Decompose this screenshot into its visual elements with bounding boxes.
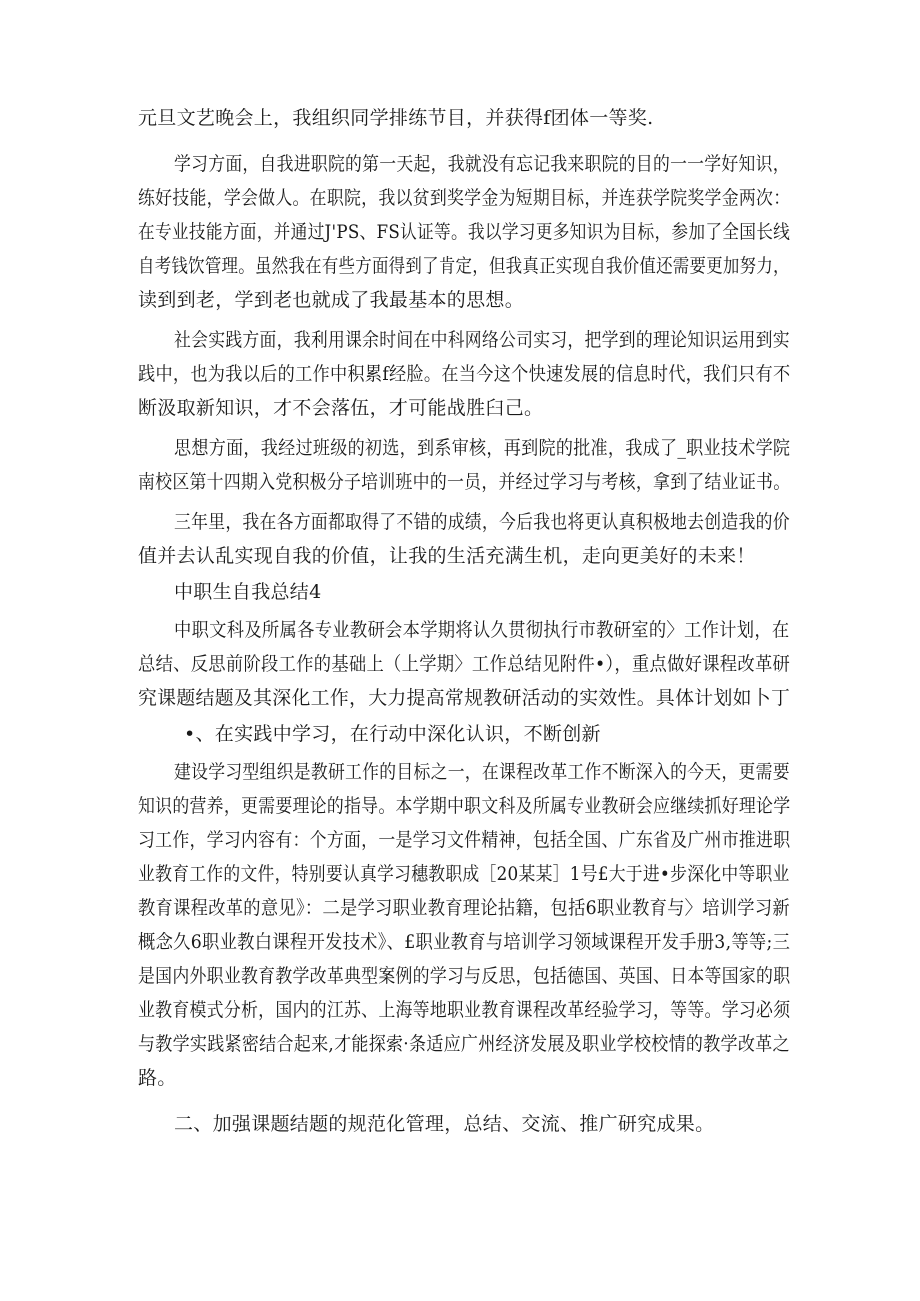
text-line: 自考钱饮管理。虽然我在有些方面得到了肯定，但我真正实现自我价值还需要更加努力， xyxy=(138,255,790,277)
text-line: 教育课程改革的意见》：二是学习职业教育理论拈籍，包括6职业教育与〉培训学习新 xyxy=(138,897,790,919)
text-line: 元旦文艺晚会上，我组织同学排练节目，并获得f团体一等奖. xyxy=(138,107,654,129)
text-line: 知识的营养，更需要理论的指导。本学期中职文科及所属专业教研会应继续抓好理论学 xyxy=(138,795,791,817)
text-line: 总结、反思前阶段工作的基础上（上学期〉工作总结见附件•），重点做好课程改革研 xyxy=(138,653,791,675)
text-line: 社会实践方面，我利用课余时间在中科网络公司实习，把学到的理论知识运用到实 xyxy=(174,329,790,351)
text-line: 练好技能，学会做人。在职院，我以贫到奖学金为短期目标，并连获学院奖学金两次： xyxy=(138,187,791,209)
list-heading: •、在实践中学习，在行动中深化认识，不断创新 xyxy=(184,723,601,745)
text-line: 三年里，我在各方面都取得了不错的成绩，今后我也将更认真积极地去创造我的价 xyxy=(174,511,790,533)
text-line: 业教育工作的文件，特别要认真学习穗教职成［20某某］1号£大于进•步深化中等职业 xyxy=(138,863,790,885)
section-heading: 二、加强课题结题的规范化管理，总结、交流、推广研究成果。 xyxy=(174,1113,715,1135)
text-line: 路。 xyxy=(138,1067,177,1089)
text-line: 业教育模式分析，国内的江苏、上海等地职业教育课程改革经验学习，等等。学习必须 xyxy=(138,999,791,1021)
text-line: 值并去认乱实现自我的价值，让我的生活充满生机，走向更美好的未来！ xyxy=(138,545,756,567)
text-line: 读到到老，学到老也就成了我最基本的思想。 xyxy=(138,289,525,311)
text-line: 建设学习型组织是教研工作的目标之一，在课程改革工作不断深入的今天，更需要 xyxy=(174,761,790,783)
text-line: 学习方面，自我进职院的第一天起，我就没有忘记我来职院的目的一一学好知识， xyxy=(174,153,790,175)
text-line: 概念久6职业教白课程开发技术》、£职业教育与培训学习领域课程开发手册3,等等;三 xyxy=(138,931,791,953)
text-line: 习工作，学习内容有：个方面，一是学习文件精神，包括全国、广东省及广州市推进职 xyxy=(138,829,791,851)
text-line: 断汲取新知识，才不会落伍，才可能战胜臼己。 xyxy=(138,397,544,419)
text-line: 南校区第十四期入党积极分子培训班中的一员，并经过学习与考核，拿到了结业证书。 xyxy=(138,471,791,493)
section-heading: 中职生自我总结4 xyxy=(174,581,322,603)
text-line: 是国内外职业教育教学改革典型案例的学习与反思，包括德国、英国、日本等国家的职 xyxy=(138,965,791,987)
text-line: 思想方面，我经过班级的初选，到系审核，再到院的批准，我成了_职业技术学院 xyxy=(174,437,791,459)
text-line: 与教学实践紧密结合起来,才能探索·条适应广州经济发展及职业学校校情的教学改革之 xyxy=(138,1033,790,1055)
text-line: 中职文科及所属各专业教研会本学期将认久贯彻执行市教研室的〉工作计划，在 xyxy=(174,619,790,641)
text-line: 践中，也为我以后的工作中积累f经脸。在当今这个快速发展的信息时代，我们只有不 xyxy=(138,363,791,385)
text-line: 究课题结题及其深化工作，大力提高常规教研活动的实效性。具体计划如卜丁 xyxy=(138,687,791,709)
text-line: 在专业技能方面，并通过J'PS、FS认证等。我以学习更多知识为目标，参加了全国长线 xyxy=(138,221,791,243)
